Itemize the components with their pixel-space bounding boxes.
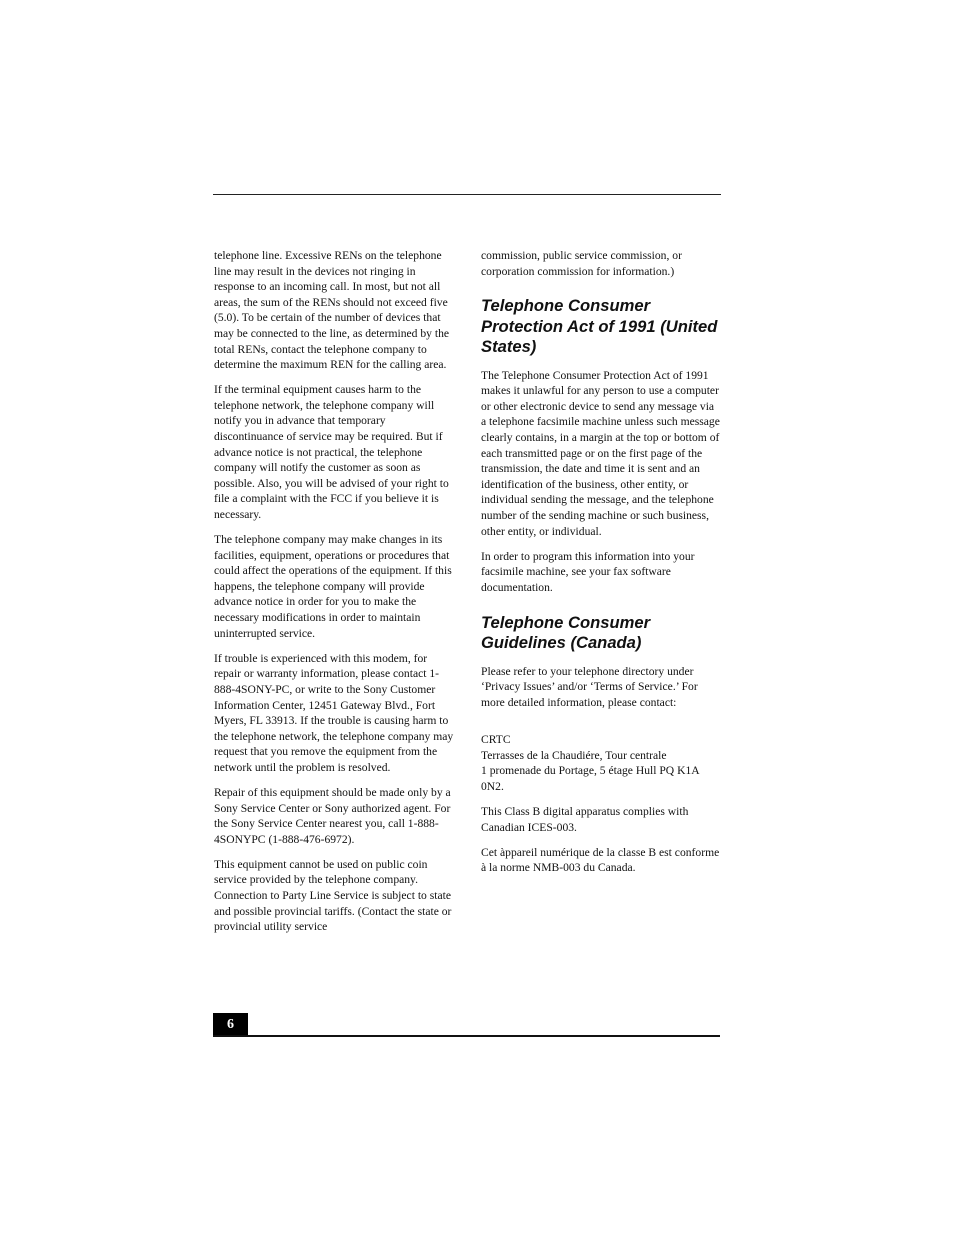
body-paragraph: The telephone company may make changes in its facilities, equipment, operations or procedures that could affect the operations of the equipment. If this happens, the telephone company will provide advance notice in order for you to make the necessary modifications in order to maintain uninterrupted service. [214, 533, 452, 640]
body-paragraph: Please refer to your telephone directory under ‘Privacy Issues’ and/or ‘Terms of Service.’ For more detailed information, please contact: [481, 664, 698, 709]
canada-heading: Telephone Consumer Guidelines (Canada) [481, 612, 651, 652]
right-column [481, 248, 721, 886]
compliance-statement-en: This Class B digital apparatus complies with Canadian ICES-003. [481, 805, 689, 834]
address-org: CRTC [481, 733, 511, 747]
body-paragraph: telephone line. Excessive RENs on the telephone line may result in the devices not ringing in response to an incoming call. In most, but not all areas, the sum of the RENs should not exceed five (5.0). To be certain of the number of devices that may be connected to the line, as determined by the total RENs, contact the telephone company to determine the maximum REN for the calling area. [214, 249, 450, 372]
body-paragraph: Repair of this equipment should be made only by a Sony Service Center or Sony authorized agent. For the Sony Service Center nearest you, call 1-888-4SONYPC (1-888-476-6972). [214, 786, 451, 846]
page-number: 6 [213, 1013, 248, 1036]
body-paragraph: If trouble is experienced with this modem, for repair or warranty information, please contact 1-888-4SONY-PC, or write to the Sony Customer Information Center, 12451 Gateway Blvd., Fort Myers, FL 33913. If the trouble is causing harm to the telephone network, the telephone company may request that you remove the equipment from the network until the problem is resolved. [214, 651, 454, 774]
compliance-statement-fr: Cet àppareil numérique de la classe B est conforme à la norme NMB-003 du Canada. [481, 845, 720, 875]
crtc-address [481, 732, 721, 794]
address-line: 1 promenade du Portage, 5 étage Hull PQ K1A 0N2. [481, 764, 699, 794]
footer-rule [213, 1035, 720, 1037]
header-rule [213, 194, 721, 195]
body-paragraph: The Telephone Consumer Protection Act of 1991 makes it unlawful for any person to use a computer or other electronic device to send any message via a telephone facsimile machine unless such message clearly contains, in a margin at the top or bottom of each transmitted page or on the first page of the transmission, the date and time it is sent and an identification of the business, other entity, or individual sending the message, and the telephone number of the sending machine or such business, other entity, or individual. [481, 368, 720, 538]
body-paragraph: If the terminal equipment causes harm to the telephone network, the telephone company will notify you in advance that temporary discontinuance of service may be required. But if advance notice is not practical, the telephone company will notify the customer as soon as possible. Also, you will be advised of your right to file a complaint with the FCC if you believe it is necessary. [214, 383, 449, 521]
left-column [214, 248, 454, 944]
body-paragraph: In order to program this information into your facsimile machine, see your fax software documentation. [481, 549, 695, 594]
tcpa-heading: Telephone Consumer Protection Act of 1991 (United States) [481, 296, 718, 357]
body-paragraph: commission, public service commission, or corporation commission for information.) [481, 249, 682, 278]
address-line: Terrasses de la Chaudiére, Tour centrale [481, 748, 667, 762]
body-paragraph: This equipment cannot be used on public coin service provided by the telephone company. Connection to Party Line Service is subject to state and possible provincial tariffs. (Contact the state or provincial utility service [214, 857, 452, 934]
